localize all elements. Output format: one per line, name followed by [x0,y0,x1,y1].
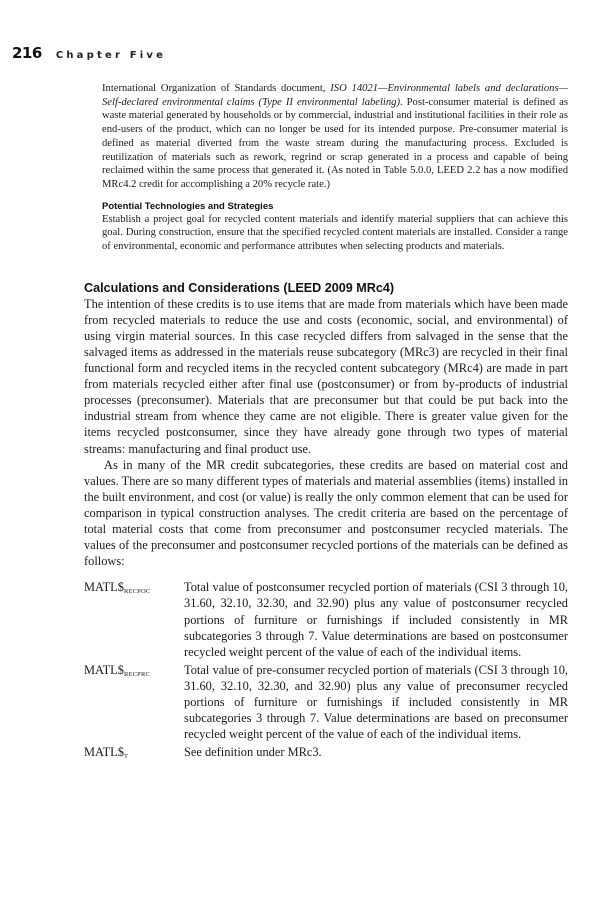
inset-heading: Potential Technologies and Strategies [102,200,274,212]
definition-item [84,744,568,765]
definition-term [84,662,184,742]
definition-item [84,579,568,659]
definition-list [84,579,568,765]
definition-text: Total value of pre-consumer recycled portion of materials (CSI 3 through 10, 31.60, 32.10, 32.30, and 32.90) plus any value of preconsumer recycled portions of furniture or furnishings if included consistently in MR subcategories 3 through 7. Value determinations are based on preconsumer recycled weight percent of the value of each of the individual items. [184,662,568,742]
section-body [84,296,568,570]
term-subscript: T [123,753,129,761]
term-symbol: MATL$ [84,662,124,677]
definition-text: See definition under MRc3. [184,745,322,760]
body-paragraph-2: As in many of the MR credit subcategories, these credits are based on material cost and values. There are so many different types of materials and material assemblies (items) installed in the built environment, and cost (or value) is really the only common element that can be used for comparison in typical construction analyses. The credit criteria are based on the percentage of total material costs that come from preconsumer and postconsumer recycled materials. The values of the preconsumer and postconsumer recycled portions of the materials can be defined as follows: [84,457,568,569]
inset-paragraph-intent [102,82,568,192]
inset-block [102,82,568,254]
term-symbol: MATL$ [84,745,124,760]
definition-term [84,744,184,765]
chapter-title: Chapter Five [55,50,167,61]
definition-item [84,662,568,742]
body-paragraph-1: The intention of these credits is to use items that are made from materials which have been made from recycled materials to reduce the use and costs (economic, social, and environmental) of using virgin material sources. In this case recycled differs from salvaged in the sense that the salvaged items as addressed in the materials reuse subcategory (MRc3) are recycled in their final functional form and recycled items in the recycled content subcategory (MRc4) are made in part from materials recycled either after final use (postconsumer) or from by-products of industrial processes (preconsumer). Materials that are preconsumer but that could be put back into the industrial stream from whence they came are not eligible. There is greater value given for the items recycled postconsumer, since they have already gone through two types of material streams: manufacturing and final product use. [84,296,568,456]
term-subscript: RECPOC [123,588,151,596]
iso-document-title: ISO 14021—Environmental labels and declarations—Self-declared environmental claims (Type II environmental labeling) [102,83,568,108]
term-symbol: MATL$ [84,580,124,595]
term-subscript: RECPRC [123,670,151,678]
definition-text: Total value of postconsumer recycled portion of materials (CSI 3 through 10, 31.60, 32.10, 32.30, and 32.90) plus any value of postconsumer recycled portions of furniture or furnishings if included consistently in MR subcategories 3 through 7. Value determinations are based on postconsumer recycled weight percent of the value of each of the individual items. [184,580,568,659]
inset-paragraph-lead: International Organization of Standards document, [102,83,331,94]
definition-term [84,579,184,659]
inset-paragraph-strategies: Establish a project goal for recycled content materials and identify material suppliers that can achieve this goal. During construction, ensure that the specified recycled content materials are installed. Consider a range of environmental, economic and performance attributes when selecting products and materials. [102,213,568,253]
section-heading: Calculations and Considerations (LEED 2009 MRc4) [84,280,395,295]
running-head [12,44,166,64]
page-number: 216 [12,44,42,62]
page-content [84,82,568,767]
inset-paragraph-rest: . Post-consumer material is defined as waste material generated by households or by commercial, industrial and institutional facilities in their role as end-users of the product, which can no longer be used for its intended purpose. Pre-consumer material is defined as material diverted from the waste stream during the manufacturing process. Excluded is reutilization of materials such as rework, regrind or scrap generated in a process and capable of being reclaimed within the same process that generated it. (As noted in Table 5.0.0, LEED 2.2 has a now modified MRc4.2 credit for accomplishing a 20% recycle rate.) [102,96,568,190]
